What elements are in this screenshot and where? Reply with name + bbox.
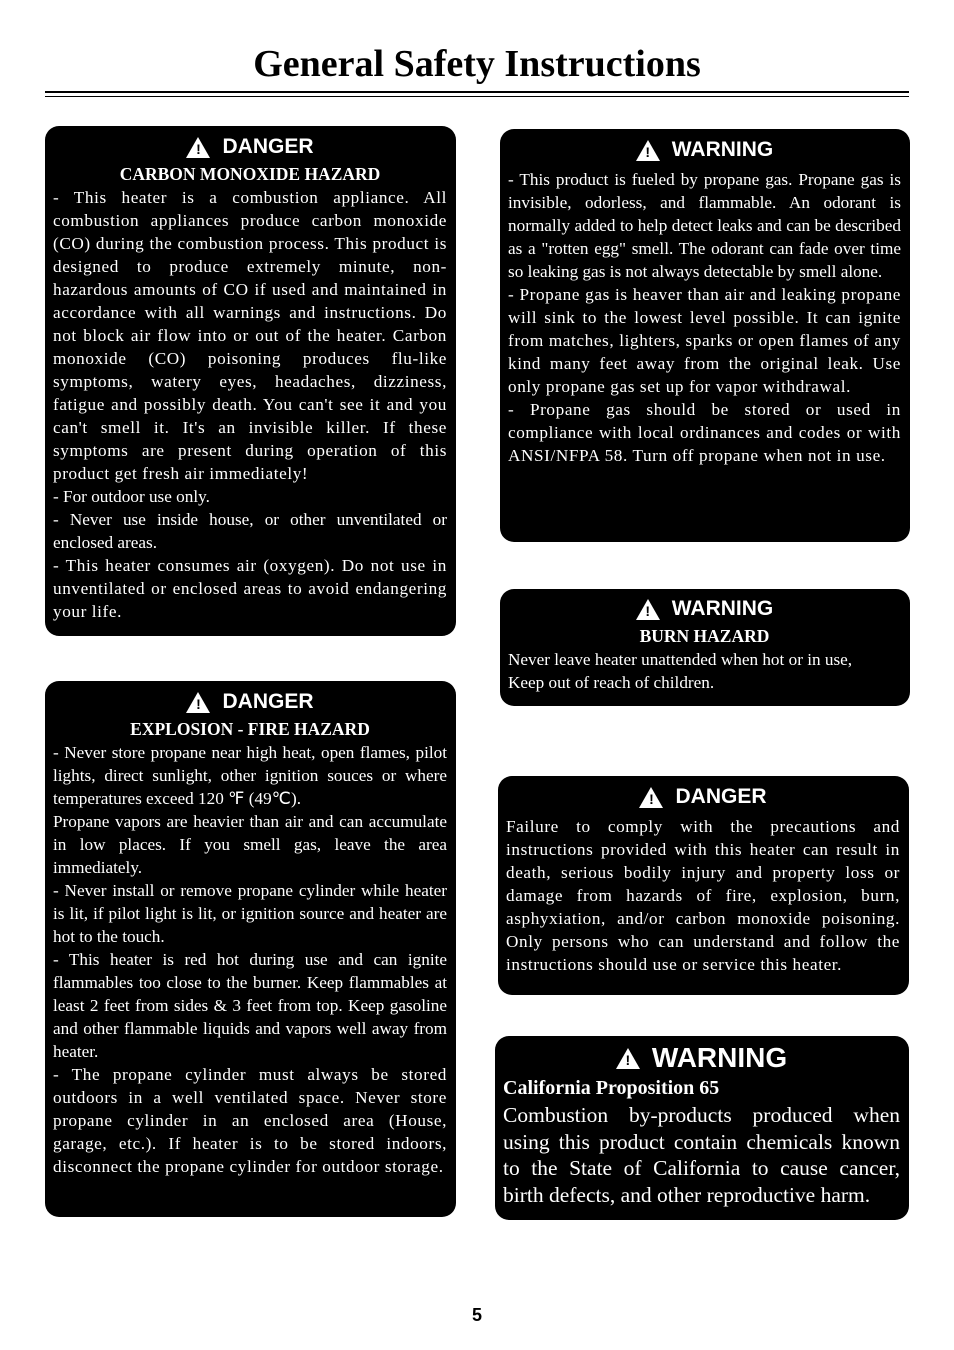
warning-header <box>508 596 901 622</box>
hazard-paragraph: - This heater is red hot during use and can ignite flammables too close to the burner. Keep flammables at least 2 feet from sides & 3 feet from top. Keep gasoline and other flammable liquids and vapors well away from heater. <box>53 950 447 1061</box>
hazard-subtitle: BURN HAZARD <box>639 626 770 646</box>
warning-triangle-icon: ! <box>616 1048 640 1069</box>
warning-triangle-icon: ! <box>186 137 210 158</box>
hazard-paragraph: - This heater consumes air (oxygen). Do not use in unventilated or enclosed areas to avoid endangering your life. <box>53 556 447 621</box>
page-title: General Safety Instructions <box>253 43 701 85</box>
page-number: 5 <box>471 1305 482 1325</box>
warning-box-burn-hazard <box>500 589 910 706</box>
hazard-paragraph: - Never store propane near high heat, open flames, pilot lights, direct sunlight, other ignition souces or where temperatures exceed 120 ℉ (49℃). <box>53 743 447 808</box>
danger-heading: DANGER <box>222 135 314 158</box>
warning-heading: WARNING <box>671 597 774 620</box>
hazard-paragraph: - This product is fueled by propane gas. Propane gas is invisible, odorless, and flammable. An odorant is normally added to help detect leaks and can be described as a "rotten egg" smell. The odorant can fade over time so leaking gas is not always detectable by smell alone. <box>508 170 901 281</box>
title-rule <box>45 91 909 93</box>
warning-header <box>508 137 901 163</box>
hazard-paragraph: - Propane gas should be stored or used in compliance with local ordinances and codes or with ANSI/NFPA 58. Turn off propane when not in use. <box>508 400 901 465</box>
warning-box-proposition-65 <box>495 1036 909 1220</box>
warning-triangle-icon: ! <box>636 140 660 161</box>
danger-header <box>53 689 447 715</box>
hazard-paragraph: Propane vapors are heavier than air and can accumulate in low places. If you smell gas, leave the area immediately. <box>53 812 447 877</box>
title-rule-thin <box>45 96 909 97</box>
danger-box-carbon-monoxide <box>45 126 456 636</box>
warning-triangle-icon: ! <box>636 599 660 620</box>
danger-box-explosion-fire <box>45 681 456 1217</box>
danger-heading: DANGER <box>675 785 767 808</box>
warning-box-propane-gas <box>500 129 910 542</box>
warning-triangle-icon: ! <box>186 692 210 713</box>
hazard-subtitle: CARBON MONOXIDE HAZARD <box>119 164 381 184</box>
hazard-paragraph: - Propane gas is heaver than air and leaking propane will sink to the lowest level possible. It can ignite from matches, lighters, sparks or open flames of any kind many feet away from the original leak. Use only propane gas set up for vapor withdrawal. <box>508 285 901 396</box>
hazard-paragraph: - Never use inside house, or other unventilated or enclosed areas. <box>53 510 447 552</box>
hazard-subtitle: EXPLOSION - FIRE HAZARD <box>130 719 370 739</box>
hazard-paragraph: - For outdoor use only. <box>53 487 210 506</box>
warning-triangle-icon: ! <box>639 787 663 808</box>
hazard-paragraph: Failure to comply with the precautions and instructions provided with this heater can result in death, serious bodily injury and property loss or damage from hazards of fire, explosion, burn, asphyxiation, and/or carbon monoxide poisoning. Only persons who can understand and follow the instructions should use or service this heater. <box>506 817 900 974</box>
hazard-paragraph: Combustion by-products produced when using this product contain chemicals known to the State of California to cause cancer, birth defects, and other reproductive harm. <box>503 1103 900 1207</box>
danger-box-failure-to-comply <box>498 776 909 995</box>
warning-heading: WARNING <box>671 138 774 161</box>
warning-heading: WARNING <box>651 1042 788 1073</box>
danger-header <box>53 134 447 160</box>
hazard-paragraph: - The propane cylinder must always be stored outdoors in a well ventilated space. Never store propane cylinder in an enclosed area (House, garage, etc.). If heater is to be stored indoors, disconnect the propane cylinder for outdoor storage. <box>53 1065 447 1176</box>
hazard-line: Keep out of reach of children. <box>508 673 715 692</box>
danger-header <box>506 784 900 810</box>
hazard-subtitle: California Proposition 65 <box>503 1077 720 1099</box>
warning-header <box>503 1041 900 1075</box>
hazard-line: Never leave heater unattended when hot or in use, <box>508 650 853 669</box>
hazard-paragraph: - This heater is a combustion appliance. All combustion appliances produce carbon monoxide (CO) during the combustion process. This product is designed to produce extremely minute, non-hazardous amounts of CO if used and maintained in accordance with all warnings and instructions. Do not block air flow into or out of the heater. Carbon monoxide (CO) poisoning produces flu-like symptoms, watery eyes, headaches, dizziness, fatigue and possibly death. You can't see it and you can't smell it. It's an invisible killer. If these symptoms are present during operation of this product get fresh air immediately! <box>53 188 447 483</box>
hazard-paragraph: - Never install or remove propane cylinder while heater is lit, if pilot light is lit, or ignition source and heater are hot to the touch. <box>53 881 447 946</box>
danger-heading: DANGER <box>222 690 314 713</box>
